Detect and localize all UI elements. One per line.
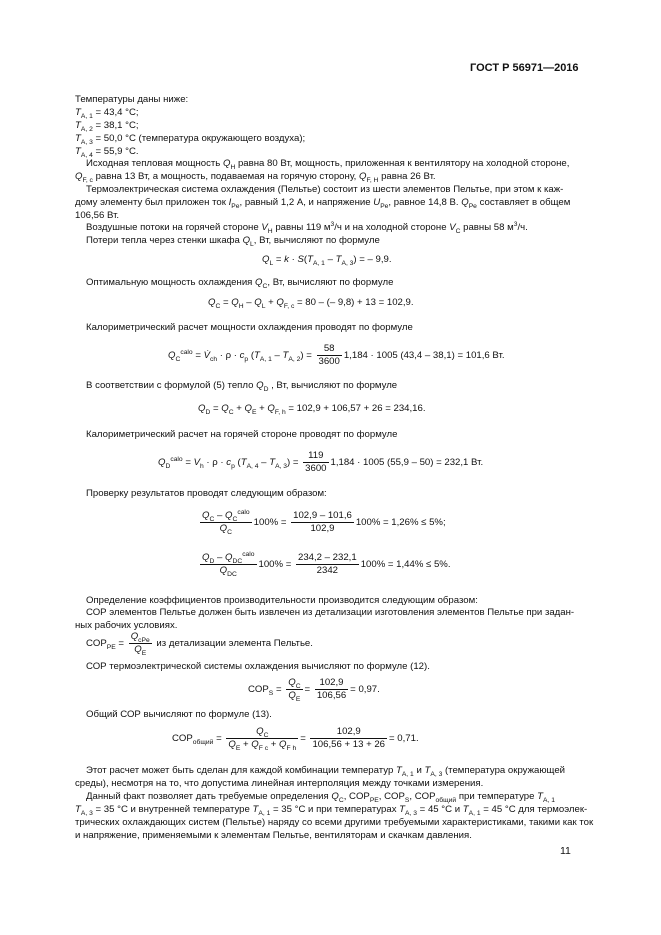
formula-check-2: $\frac{Q_D - Q_{DC}^{calo}}{Q_{DC}}$ 100% = $\frac{234,2 - 232,1}{2342}$ 100% = 1,44% ≤ 5%. — [202, 550, 451, 578]
paragraph-peltier-line-1: Термоэлектрическая система охлаждения (Пельтье) состоит из шести элементов Пельтье, при этом к каж- — [86, 184, 564, 195]
paragraph-verification: Проверку результатов проводят следующим образом: — [86, 488, 327, 499]
temp-line-3: $T_{А, 3} = 50,0$ °С (температура окружающего воздуха); — [75, 133, 306, 146]
formula-check-1: $\frac{Q_C - Q_C^{calo}}{Q_C}$ 100% = $\frac{102,9 - 101,6}{102,9}$ 100% = 1,26% ≤ 5%; — [202, 508, 446, 536]
paragraph-cop-elements-line-1: СОР элементов Пельтье должен быть извлечен из детализации изготовления элементов Пельтье при задан- — [86, 607, 575, 618]
paragraph-cooling-power: Оптимальную мощность охлаждения $Q_C$, Вт, вычисляют по формуле — [86, 277, 394, 290]
page-number: 11 — [560, 845, 571, 857]
paragraph-definitions-line-4: и напряжение, применяемыми к элементам Пельтье, вентиляторам и скачкам давления. — [75, 830, 472, 841]
paragraph-definitions-line-2: $T_{А, 3} = 35$ °С и внутренней температуре $T_{А, 1} = 35$ °С и при температурах $T_{А, 3} = 45$ °С и $T_{А, 1} = 45$ °С для термоэлек- — [75, 804, 588, 817]
temp-line-4: $T_{А, 4} = 55,9$ °С. — [75, 146, 139, 159]
paragraph-cop-elements-line-2: ных рабочих условиях. — [75, 620, 178, 631]
paragraph-combination-line-1: Этот расчет может быть сделан для каждой комбинации температур $T_{А, 1}$ и $T_{А, 3}$ (температура окружающей — [86, 765, 566, 778]
paragraph-heat-line-1: Исходная тепловая мощность $Q_H$ равна 80 Вт, мощность, приложенная к вентилятору на холодной стороне, — [86, 158, 570, 171]
temp-value-3: = 50,0 °С (температура окружающего воздуха); — [95, 133, 306, 144]
temp-line-2: $T_{А, 2} = 38,1$ °С; — [75, 120, 139, 133]
temp-value-4: = 55,9 °С. — [95, 146, 139, 157]
temp-line-1: $T_{А, 1} = 43,4$ °С; — [75, 107, 139, 120]
paragraph-cop-total: Общий СОР вычисляют по формуле (13). — [86, 709, 272, 720]
formula-heat-qd: $Q_D = Q_C + Q_E + Q_{F, h} = 102,9 + 106,57 + 26 = 234,16$. — [198, 403, 426, 416]
formula-cooling-power: $Q_C = Q_H - Q_L + Q_{F, c} = 80$ – (– 9,8) + 13 = 102,9. — [208, 297, 414, 310]
standard-designation: ГОСТ Р 56971—2016 — [470, 62, 579, 74]
paragraph-combination-line-2: среды), несмотря на то, что допустима линейная интерполяция между точками измерения. — [75, 778, 484, 789]
paragraph-airflow: Воздушные потоки на горячей стороне $V_H$ равны 119 $м^3/ч$ и на холодной стороне $V_C$ равны 58 $м^3/ч$. — [86, 220, 528, 235]
temps-intro: Температуры даны ниже: — [75, 94, 189, 105]
paragraph-calorimetric-hot: Калориметрический расчет на горячей стороне проводят по формуле — [86, 429, 398, 440]
temp-value-2: = 38,1 °С; — [95, 120, 139, 131]
paragraph-definitions-line-3: трических охлаждающих систем (Пельтье) наряду со всеми другими требуемыми характеристиками, такими как ток — [75, 817, 594, 828]
paragraph-losses: Потери тепла через стенки шкафа $Q_L$, Вт, вычисляют по формуле — [86, 235, 380, 248]
formula-losses: $Q_L = k \cdot S(T_{А, 1} - T_{А, 3})$ = – 9,9. — [262, 254, 392, 267]
paragraph-heat-line-2: $Q_{F, c}$ равна 13 Вт, а мощность, подаваемая на горячую сторону, $Q_{F, H}$ равна 26 Вт. — [75, 171, 436, 184]
formula-cop-system: $COP_S$ = $\frac{Q_C}{Q_E}$ = $\frac{102,9}{106,56}$ = 0,97. — [248, 677, 380, 703]
paragraph-heat-qd: В соответствии с формулой (5) тепло $Q_D$ , Вт, вычисляют по формуле — [86, 380, 398, 393]
formula-cop-pe: $COP_{PE}$ = $\frac{Q_{cPe}}{Q_E}$ из детализации элемента Пельтье. — [86, 631, 313, 657]
formula-calorimetric-hot: $Q_D^{calo} = V_h \cdot \rho \cdot c_p$ $(T_{А, 4} - T_{А, 3})$ = $\frac{119}{3600}$ 1,184 · 1005 (55,9 – 50) = 232,1 Вт. — [158, 450, 484, 474]
paragraph-cop-system: СОР термоэлектрической системы охлаждения вычисляют по формуле (12). — [86, 661, 430, 672]
paragraph-peltier-line-2: дому элементу был приложен ток $I_{Pe}$, равный 1,2 А, и напряжение $U_{Pe}$, равное 14,8 В. $Q_{Pe}$ составляет в общем — [75, 197, 571, 210]
formula-calorimetric-cold: $Q_C^{calo}$ = $V̇_{ch} \cdot \rho \cdot c_p$ $(T_{А, 1} - T_{А, 2})$ = $\frac{58}{3600}$ 1,184 · 1005 (43,4 – 38,1) = 101,6 Вт. — [168, 343, 505, 367]
paragraph-definitions-line-1: Данный факт позволяет дать требуемые определения $Q_C$, $COP_{PE}$, $COP_S$, $COP_{общий}$ при температуре $T_{А, 1}$ — [86, 791, 555, 804]
paragraph-calorimetric-cold: Калориметрический расчет мощности охлаждения проводят по формуле — [86, 322, 413, 333]
temp-value-1: = 43,4 °С; — [95, 107, 139, 118]
paragraph-peltier-line-3: 106,56 Вт. — [75, 210, 120, 221]
paragraph-cop-intro: Определение коэффициентов производительности производится следующим образом: — [86, 595, 478, 606]
formula-cop-total: $COP_{общий}$ = $\frac{Q_C}{Q_E + Q_{F c} + Q_{F h}}$ = $\frac{102,9}{106,56 + 13 + 26}$ = 0,71. — [172, 726, 419, 752]
